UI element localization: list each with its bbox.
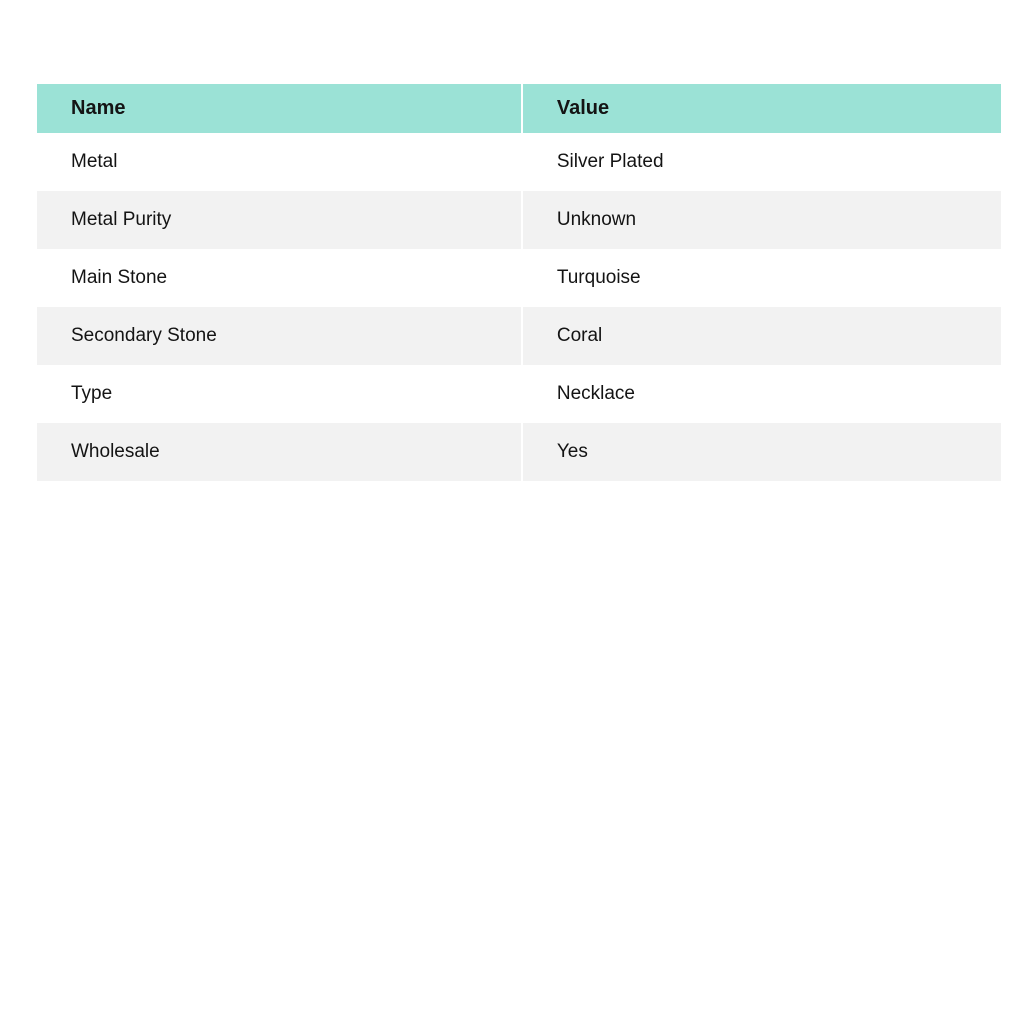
attribute-value: Silver Plated — [556, 151, 664, 172]
attribute-value: Turquoise — [556, 267, 641, 288]
attribute-name: Type — [37, 365, 523, 423]
attribute-name: Main Stone — [37, 249, 523, 307]
attribute-value: Necklace — [556, 383, 635, 404]
header-cell-value: Value — [523, 84, 1001, 133]
table-row — [37, 191, 1001, 249]
header-cell-name: Name — [37, 84, 523, 133]
attribute-value: Unknown — [556, 209, 637, 230]
table-row — [37, 249, 1001, 307]
attribute-name: Metal — [37, 133, 523, 191]
table-body — [37, 133, 1001, 481]
attribute-name: Metal Purity — [37, 191, 523, 249]
attributes-table — [37, 84, 1001, 481]
header-row — [37, 84, 1001, 133]
attribute-value: Coral — [556, 325, 603, 346]
table-row — [37, 423, 1001, 481]
attribute-name: Secondary Stone — [37, 307, 523, 365]
table-row — [37, 133, 1001, 191]
attribute-value: Yes — [556, 441, 588, 462]
table-row — [37, 307, 1001, 365]
attribute-name: Wholesale — [37, 423, 523, 481]
table-row — [37, 365, 1001, 423]
